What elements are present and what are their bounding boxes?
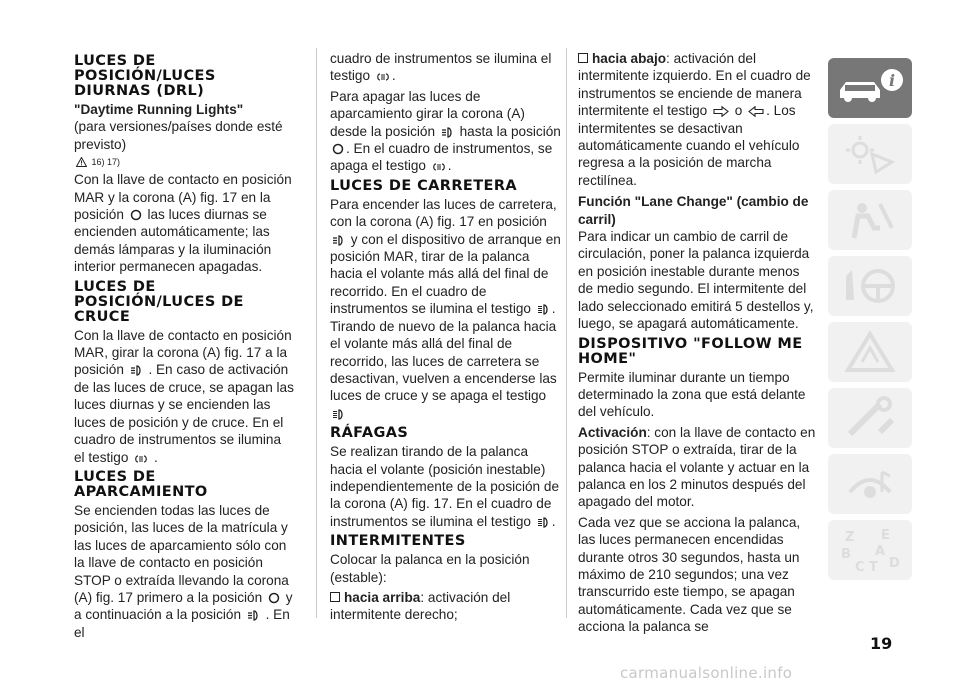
- svg-text:i: i: [888, 71, 896, 90]
- warning-light-icon: [840, 132, 900, 176]
- page-number: 19: [870, 634, 893, 653]
- heading-luces-aparcamiento: LUCES DE APARCAMIENTO: [74, 468, 208, 500]
- text-bold: hacia abajo: [592, 51, 667, 66]
- tools-icon: [840, 396, 900, 440]
- svg-text:D: D: [889, 556, 900, 571]
- column-2: [330, 50, 562, 627]
- media-icon: [840, 462, 900, 506]
- high-beam-icon: [537, 517, 550, 528]
- text-bold: hacia arriba: [344, 589, 421, 605]
- paragraph: (para versiones/países donde esté previsto): [74, 119, 283, 152]
- text: Para apagar las luces de aparcamiento girar la corona (A) desde la posición: [330, 88, 525, 139]
- road-warning-icon: [840, 330, 900, 374]
- turn-left-arrow-icon: [748, 106, 764, 117]
- paragraph: [330, 88, 562, 175]
- text: y a continuación a la posición: [74, 589, 293, 623]
- paragraph: [74, 502, 294, 641]
- text: Se realizan tirando de la palanca hacia el volante (posición inestable) independientemente de la posición de la corona (A) fig. 17. En el cuadro de instrumentos se ilumina el testigo: [330, 444, 560, 529]
- paragraph: Permite iluminar durante un tiempo determinado la zona que está delante del vehículo.: [578, 369, 806, 420]
- heading-luces-carretera: LUCES DE CARRETERA: [330, 177, 518, 194]
- drl-position-icon: [130, 209, 142, 221]
- low-beam-icon: [441, 127, 454, 138]
- heading-lane-change: Función "Lane Change" (cambio de carril): [578, 194, 809, 227]
- svg-text:B: B: [841, 547, 851, 562]
- column-divider: [566, 48, 567, 618]
- bullet-box: [330, 592, 340, 602]
- text: .: [391, 68, 396, 84]
- text: o: [734, 103, 743, 119]
- text: . En el cuadro de instrumentos, se apaga el testigo: [330, 141, 553, 174]
- text: . En el: [74, 607, 290, 640]
- text: hasta la posición: [459, 123, 561, 139]
- chapter-tab-vehicle-info[interactable]: [828, 58, 912, 118]
- high-beam-icon: [332, 409, 345, 420]
- heading-drl-sub: "Daytime Running Lights": [74, 102, 244, 117]
- column-1: [74, 50, 294, 644]
- list-item: [330, 589, 562, 624]
- svg-text:T: T: [869, 560, 878, 575]
- text: : activación del intermitente izquierdo. En el cuadro de instrumentos se enciende de manera intermitente el testigo: [578, 51, 811, 119]
- text: .: [153, 449, 158, 465]
- low-beam-icon: [130, 365, 143, 376]
- bullet-box: [578, 53, 588, 63]
- low-beam-icon: [247, 610, 260, 621]
- svg-text:A: A: [875, 544, 886, 559]
- warning-numbers: 16) 17): [91, 157, 121, 168]
- text: Con la llave de contacto en posición MAR y la corona (A) fig. 17 en la posición: [74, 172, 292, 223]
- warning-reference: [74, 156, 294, 168]
- svg-text:Z: Z: [845, 530, 855, 545]
- high-beam-icon: [537, 304, 550, 315]
- heading-rafagas: RÁFAGAS: [330, 425, 409, 442]
- warning-triangle-icon: [76, 157, 87, 167]
- text: Para encender las luces de carretera, con la corona (A) fig. 17 en posición: [330, 196, 557, 230]
- svg-text:E: E: [881, 528, 890, 543]
- chapter-tab-driving[interactable]: [828, 256, 912, 316]
- car-info-icon: [834, 66, 906, 110]
- text: : con la llave de contacto en posición STOP o extraída, tirar de la palanca hacia el volante y actuar en la palanca en los 2 minutos después del apagado del motor.: [578, 424, 816, 510]
- text: cuadro de instrumentos se ilumina el testigo: [330, 51, 552, 84]
- heading-intermitentes: INTERMITENTES: [330, 533, 466, 550]
- paragraph: [578, 424, 816, 511]
- chapter-tab-warning-lights[interactable]: [828, 124, 912, 184]
- chapter-tab-index[interactable]: [828, 520, 912, 580]
- watermark: carmanualsonline.info: [620, 664, 793, 682]
- heading-follow-me-home: DISPOSITIVO "FOLLOW ME HOME": [578, 335, 803, 367]
- paragraph: [74, 327, 294, 466]
- list-item: [578, 50, 816, 189]
- text: .: [447, 158, 452, 174]
- low-beam-icon: [332, 235, 345, 246]
- text: : activación del intermitente derecho;: [330, 589, 511, 623]
- chapter-tab-multimedia[interactable]: [828, 454, 912, 514]
- paragraph: [330, 443, 562, 530]
- svg-text:C: C: [855, 560, 865, 575]
- position-lights-icon: [432, 162, 446, 172]
- text: las luces diurnas se encienden automáticamente; las demás lámparas y la iluminación interior permanecen apagadas.: [74, 207, 272, 275]
- text: . En caso de activación de las luces de cruce, se apagan las luces diurnas y se encienden las luces de posición y de cruce. En el cuadro de instrumentos se ilumina el testigo: [74, 362, 294, 465]
- paragraph: [74, 171, 294, 275]
- paragraph: Cada vez que se acciona la palanca, las luces permanecen encendidas durante otros 30 segundos, hasta un máximo de 210 segundos; una vez transcurrido este tiempo, se apagan automáticamente. Cada vez que se acciona la palanca se: [578, 514, 801, 635]
- position-lights-icon: [376, 72, 390, 82]
- airbag-icon: [840, 198, 900, 242]
- turn-right-arrow-icon: [713, 106, 729, 117]
- text: y con el dispositivo de arranque en posición MAR, tirar de la palanca hacia el volante más allá del final de recorrido. En el cuadro de instrumentos se ilumina el testigo: [330, 231, 561, 317]
- drl-position-icon: [268, 592, 280, 604]
- text: Con la llave de contacto en posición MAR, girar la corona (A) fig. 17 a la posición: [74, 327, 292, 378]
- chapter-tab-safety[interactable]: [828, 190, 912, 250]
- paragraph: Para indicar un cambio de carril de circulación, poner la palanca izquierda en posición inestable durante menos de medio segundo. El intermitente del lado seleccionado emitirá 5 destellos y, luego, se apagará automáticamente.: [578, 229, 814, 332]
- column-divider: [316, 48, 317, 618]
- paragraph: [330, 50, 562, 85]
- text: .: [551, 513, 556, 529]
- column-3: [578, 50, 816, 639]
- heading-luces-cruce: LUCES DE POSICIÓN/LUCES DE CRUCE: [74, 278, 244, 325]
- text-bold: Activación: [578, 424, 647, 440]
- position-lights-icon: [134, 454, 148, 464]
- chapter-tab-emergency[interactable]: [828, 322, 912, 382]
- steering-wheel-icon: [840, 264, 900, 308]
- text: . Tirando de nuevo de la palanca hacia el volante más allá del final de recorrido, las luces de carretera se desactivan, vuelven a encenderse las luces de cruce y se apaga el testigo: [330, 301, 557, 404]
- chapter-sidebar: [828, 58, 912, 586]
- text: Se encienden todas las luces de posición, las luces de la matrícula y las luces de aparcamiento sólo con la llave de contacto en posición STOP o extraída llevando la corona (A) fig. 17 primero a la posición: [74, 502, 289, 605]
- chapter-tab-maintenance[interactable]: [828, 388, 912, 448]
- heading-luces-posicion-drl: LUCES DE POSICIÓN/LUCES DIURNAS (DRL): [74, 53, 216, 99]
- drl-position-icon: [332, 143, 344, 155]
- paragraph: [330, 196, 562, 422]
- index-icon: [835, 525, 905, 575]
- text: . Los intermitentes se desactivan automáticamente cuando el vehículo regresa a la posición de marcha rectilínea.: [578, 103, 800, 188]
- paragraph: Colocar la palanca en la posición (estable):: [330, 552, 530, 585]
